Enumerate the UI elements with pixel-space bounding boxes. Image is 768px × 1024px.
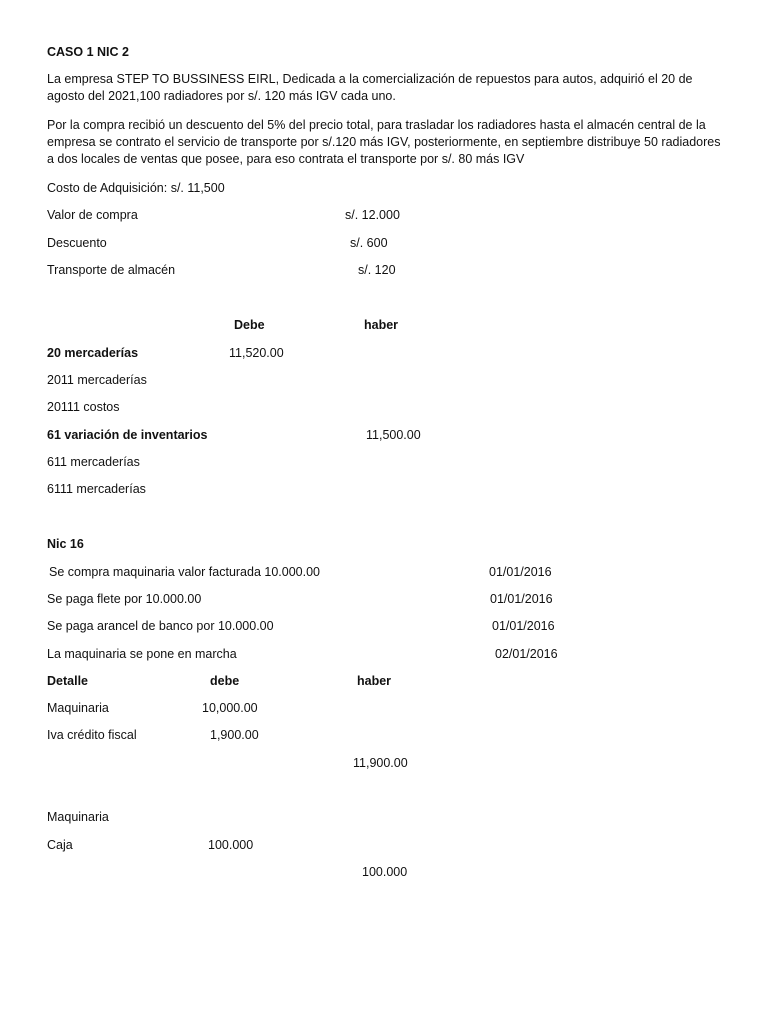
asiento-debe: 100.000 <box>208 838 254 852</box>
event-text: Se paga flete por 10.000.00 <box>47 592 202 606</box>
item-label: Transporte de almacén <box>47 263 176 277</box>
asiento-haber: 11,900.00 <box>353 756 408 770</box>
caso1-title: CASO 1 NIC 2 <box>47 45 129 59</box>
item-value: s/. 600 <box>350 236 388 250</box>
nic16-title: Nic 16 <box>47 537 84 551</box>
item-label: Valor de compra <box>47 208 138 222</box>
caso1-paragraph-1: La empresa STEP TO BUSSINESS EIRL, Dedicada a la comercialización de repuestos para autos, adquirió el 20 de agosto del 2021,100 radiadores por s/. 120 más IGV cada uno. <box>47 72 693 103</box>
asiento-cuenta: 20111 costos <box>47 400 120 414</box>
item-value: s/. 12.000 <box>345 208 400 222</box>
event-date: 01/01/2016 <box>492 619 555 633</box>
asiento-cuenta: 20 mercaderías <box>47 346 139 360</box>
asiento-cuenta: Maquinaria <box>47 701 109 715</box>
column-header-haber: haber <box>357 674 392 688</box>
asiento-debe: 10,000.00 <box>202 701 258 715</box>
asiento-cuenta: 611 mercaderías <box>47 455 140 469</box>
column-header-debe: debe <box>210 674 240 688</box>
event-text: Se compra maquinaria valor facturada 10.000.00 <box>49 565 320 579</box>
asiento-cuenta: Iva crédito fiscal <box>47 728 137 742</box>
costo-adquisicion: Costo de Adquisición: s/. 11,500 <box>47 181 225 195</box>
column-header-debe: Debe <box>234 318 265 332</box>
item-value: s/. 120 <box>358 263 396 277</box>
event-date: 01/01/2016 <box>490 592 553 606</box>
asiento-haber: 100.000 <box>362 865 408 879</box>
event-text: La maquinaria se pone en marcha <box>47 647 237 661</box>
asiento-cuenta: Caja <box>47 838 73 852</box>
asiento-debe: 1,900.00 <box>210 728 259 742</box>
caso1-paragraph-2: Por la compra recibió un descuento del 5% del precio total, para trasladar los radiadores hasta el almacén central de la empresa se contrato el servicio de transporte por s/.120 más IGV, posteriormente, en septiembre distribuye 50 radiadores a dos locales de ventas que posee, para eso contrata el transporte por s/. 80 más IGV <box>47 118 721 166</box>
item-label: Descuento <box>47 236 107 250</box>
asiento-debe: 11,520.00 <box>229 346 284 360</box>
column-header-haber: haber <box>364 318 399 332</box>
asiento-cuenta: Maquinaria <box>47 810 109 824</box>
asiento-cuenta: 61 variación de inventarios <box>47 428 208 442</box>
asiento-haber: 11,500.00 <box>366 428 421 442</box>
event-date: 01/01/2016 <box>489 565 552 579</box>
event-text: Se paga arancel de banco por 10.000.00 <box>47 619 274 633</box>
asiento-cuenta: 2011 mercaderías <box>47 373 147 387</box>
asiento-cuenta: 6111 mercaderías <box>47 482 146 496</box>
column-header-detalle: Detalle <box>47 674 88 688</box>
event-date: 02/01/2016 <box>495 647 558 661</box>
